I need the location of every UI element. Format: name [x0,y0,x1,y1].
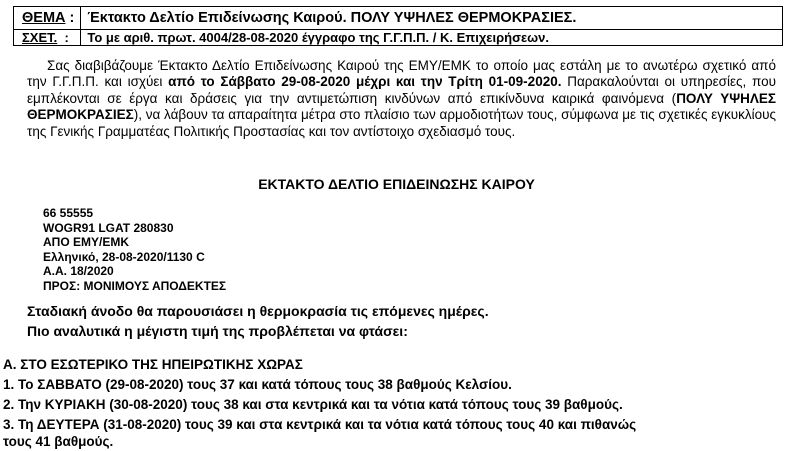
bulletin-line2: Πιο αναλυτικά η μέγιστη τιμή της προβλέπεται να φτάσει: [27,323,408,339]
bulletin-line1: Σταδιακή άνοδο θα παρουσιάσει η θερμοκρασία τις επόμενες ημέρες. [27,303,489,319]
forecast-item: 2. Την ΚΥΡΙΑΚΗ (30-08-2020) τους 38 και στα κεντρικά και τα νότια κατά τόπους τους 39 βαθμούς. [3,397,623,412]
intro-part1: Σας διαβιβάζουμε Έκτακτο Δελτίο Επιδείνωσης Καιρού της ΕΜΥ/ΕΜΚ το οποίο μας εστάλη με το ανωτέρω σχετικό από την Γ.Γ.Π.Π. και ισχύει [27,58,776,90]
ref-colon: : [64,30,69,45]
intro-validity: από το Σάββατο 29-08-2020 μέχρι και την Τρίτη 01-09-2020. [168,74,562,90]
intro-part3: ), να λάβουν τα απαραίτητα μέτρα στο πλαίσιο των αρμοδιοτήτων τους, σύμφωνα με τις σχετικές εγκυκλίους της Γενικής Γραμματέας Πολιτικής Προστασίας και τον αντίστοιχο σχεδιασμό τους. [27,107,776,139]
intro-paragraph [27,58,776,140]
section-title: Α. ΣΤΟ ΕΣΩΤΕΡΙΚΟ ΤΗΣ ΗΠΕΙΡΩΤΙΚΗΣ ΧΩΡΑΣ [3,357,303,372]
subject-colon: : [69,10,75,26]
subject-label-cell [14,7,81,30]
bulletin-title: ΕΚΤΑΚΤΟ ΔΕΛΤΙΟ ΕΠΙΔΕΙΝΩΣΗΣ ΚΑΙΡΟΥ [258,176,535,192]
reference-row [14,30,783,46]
subject-label: ΘΕΜΑ [22,10,66,26]
ref-text: Το με αριθ. πρωτ. 4004/28-08-2020 έγγραφο της Γ.Γ.Π.Π. / Κ. Επιχειρήσεων. [81,30,783,46]
meta-line: WOGR91 LGAT 280830 [43,220,174,235]
intro-part2: Παρακαλούνται οι υπηρεσίες, που εμπλέκονται σε έργα και δράσεις για την αντιμετώπιση κινδύνων από επικίνδυνα καιρικά φαινόμενα ( [27,74,776,106]
meta-line: 66 55555 [43,206,94,220]
meta-line: ΑΠΟ ΕΜΥ/ΕΜΚ [43,235,130,250]
subject-text: Έκτακτο Δελτίο Επιδείνωσης Καιρού. ΠΟΛΥ ΥΨΗΛΕΣ ΘΕΡΜΟΚΡΑΣΙΕΣ. [81,7,783,30]
meta-line: Α.Α. 18/2020 [43,264,114,279]
ref-label-cell [14,30,81,46]
header-table [13,6,783,46]
subject-row [14,7,783,30]
forecast-item: τους 41 βαθμούς. [3,434,114,449]
intro-phenomenon: ΠΟΛΥ ΥΨΗΛΕΣ ΘΕΡΜΟΚΡΑΣΙΕΣ [27,90,776,123]
forecast-item: 3. Τη ΔΕΥΤΕΡΑ (31-08-2020) τους 39 και στα κεντρικά και τα νότια κατά τόπους τους 40 και πιθανώς [3,417,637,432]
forecast-item: 1. Το ΣΑΒΒΑΤΟ (29-08-2020) τους 37 και κατά τόπους τους 38 βαθμούς Κελσίου. [3,377,512,392]
meta-line: ΠΡΟΣ: ΜΟΝΙΜΟΥΣ ΑΠΟΔΕΚΤΕΣ [43,278,227,293]
bulletin-meta [43,206,226,294]
meta-line: Ελληνικό, 28-08-2020/1130 C [43,249,205,264]
ref-label: ΣΧΕΤ. [22,30,58,45]
